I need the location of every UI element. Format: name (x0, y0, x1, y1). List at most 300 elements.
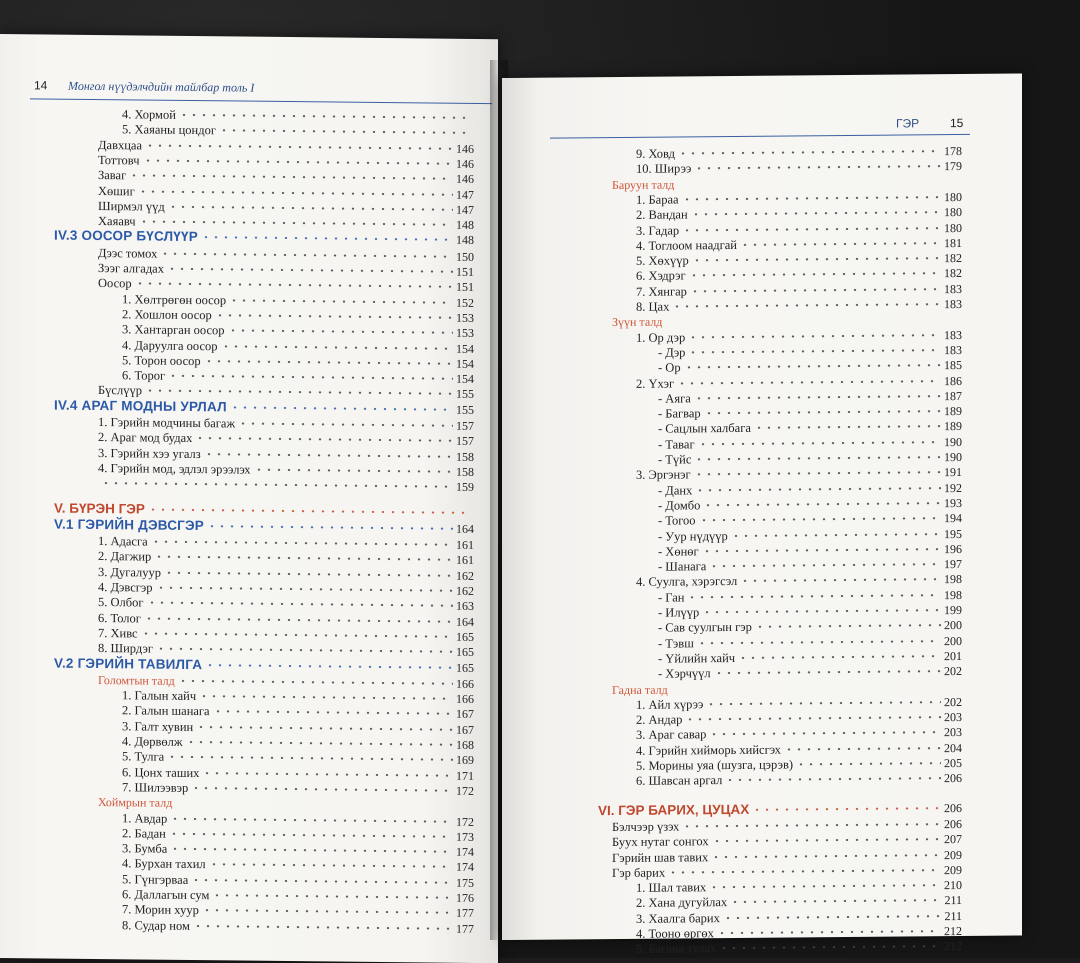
dot-leader (221, 345, 453, 349)
toc-entry-title: - Сав суулгын гэр (658, 620, 752, 635)
toc-entry-page: 158 (456, 464, 474, 479)
right-header-rule (550, 134, 970, 139)
toc-entry-page: 180 (944, 205, 962, 220)
toc-entry-page: 154 (456, 371, 474, 387)
dot-leader (215, 314, 453, 318)
toc-entry-page: 211 (944, 893, 962, 908)
toc-entry-title: 4. Тоглоом наадгай (636, 237, 737, 253)
dot-leader (169, 833, 453, 838)
dot-leader (143, 159, 453, 164)
dot-leader (148, 508, 471, 513)
dot-leader (230, 406, 453, 410)
toc-entry-title: - Багвар (658, 406, 701, 421)
toc-entry-page: 194 (944, 511, 962, 526)
toc-entry (658, 557, 962, 574)
toc-chapter-heading (598, 801, 962, 818)
toc-entry-page: 190 (944, 449, 962, 465)
dot-leader (725, 777, 941, 781)
toc-entry-page: 148 (456, 217, 474, 233)
dot-leader (719, 945, 941, 949)
left-page-number: 14 (34, 78, 48, 93)
toc-entry-title: 2. Андар (636, 712, 683, 727)
toc-entry-page: 183 (944, 342, 962, 358)
toc-entry-title: 3. Бумба (122, 841, 168, 856)
toc-entry-page: 154 (456, 356, 474, 371)
toc-entry-title: IV.4 АРАГ МОДНЫ УРЛАЛ (54, 397, 227, 415)
toc-entry-title: - Тогоо (658, 513, 696, 528)
toc-entry-page: 164 (456, 614, 474, 629)
toc-entry-title: Дээс томох (98, 245, 158, 261)
toc-entry-title: 7. Морин хуур (122, 902, 199, 918)
toc-entry-title: Хоймрын талд (98, 795, 173, 810)
toc-entry-title: 4. Бурхан тахил (122, 856, 206, 872)
toc-entry (636, 909, 962, 926)
toc-entry (612, 863, 962, 880)
toc-entry-title: 4. Тооно өргөх (636, 926, 714, 941)
dot-leader (731, 533, 941, 537)
toc-entry-title: 4. Суулга, хэрэгсэл (636, 574, 738, 590)
dot-leader (219, 130, 471, 135)
dot-leader (695, 487, 941, 491)
toc-entry (658, 404, 962, 421)
toc-entry-title: 5. Тулга (122, 749, 165, 765)
toc-entry-title: 4. Дөрвөлж (122, 734, 183, 749)
toc-entry-page: 182 (944, 251, 962, 266)
toc-entry-title: 2. Галын шанага (122, 703, 210, 719)
toc-entry-page: 212 (944, 939, 962, 954)
toc-entry-page: 186 (944, 373, 962, 388)
toc-entry (636, 190, 962, 207)
toc-entry-title: 5. Торон оосор (122, 353, 201, 368)
toc-entry-title: 6. Даллагын сум (122, 887, 210, 903)
toc-entry-title: - Түйс (658, 452, 692, 467)
toc-entry-page: 151 (456, 264, 474, 279)
toc-entry-title: 5. Багана тулах (636, 941, 717, 957)
toc-entry-page: 202 (944, 694, 962, 709)
toc-entry-page: 157 (456, 418, 474, 433)
toc-entry (612, 847, 962, 864)
dot-leader (712, 838, 941, 842)
toc-entry-title: Гэр барих (612, 865, 666, 880)
toc-entry-title: Гадна талд (612, 682, 668, 697)
toc-entry-page: 190 (944, 434, 962, 449)
toc-heading (54, 656, 474, 674)
toc-entry-page: 183 (944, 296, 962, 312)
toc-entry-title: 1. Айл хүрээ (636, 697, 704, 712)
toc-entry-page: 183 (944, 281, 962, 296)
toc-entry (658, 481, 962, 498)
toc-entry-page: 189 (944, 419, 962, 434)
toc-section-label (612, 679, 962, 696)
toc-entry (636, 741, 962, 758)
toc-entry-page: 150 (456, 249, 474, 264)
dot-leader (709, 732, 941, 736)
toc-entry (636, 710, 962, 727)
toc-entry (636, 282, 962, 299)
dot-leader (179, 114, 471, 119)
toc-entry-title: 5. Олбог (98, 595, 144, 610)
toc-entry-title: - Тэвш (658, 635, 694, 651)
toc-entry-title: 8. Цах (636, 299, 670, 314)
toc-entry-page: 155 (456, 402, 474, 417)
toc-entry-page: 161 (456, 553, 474, 568)
toc-entry-page: 199 (944, 602, 962, 618)
toc-entry-title: - Хэрчүүл (658, 666, 711, 681)
toc-entry (658, 588, 962, 605)
dot-leader (212, 894, 453, 899)
toc-entry-page: 146 (456, 156, 474, 171)
toc-entry-page: 201 (944, 648, 962, 664)
toc-entry (658, 450, 962, 467)
toc-entry-title: - Домбо (658, 498, 701, 513)
toc-entry-title: 6. Хэдрэг (636, 268, 686, 284)
toc-entry (658, 603, 962, 620)
dot-leader (195, 437, 453, 442)
dot-leader (740, 242, 941, 246)
toc-entry-page: 171 (456, 768, 474, 783)
toc-entry-title: 5. Морины уяа (шузга, цэрэв) (636, 757, 794, 773)
toc-entry-title: 2. Араг мод будах (98, 430, 193, 446)
toc-entry-page: 172 (456, 814, 474, 829)
toc-entry-title: VI. ГЭР БАРИХ, ЦУЦАХ (598, 801, 750, 818)
dot-leader (755, 624, 941, 628)
toc-entry-title: - Үйлийн хайч (658, 650, 736, 666)
toc-entry-title: 5. Хаяаны цондог (122, 122, 216, 138)
dot-leader (672, 303, 941, 307)
toc-entry-title: 1. Гэрийн модчины багаж (98, 415, 236, 431)
toc-entry-title: 2. Хошлон оосор (122, 307, 212, 323)
toc-entry-title: 8. Судар ном (122, 917, 190, 933)
dot-leader (170, 817, 453, 822)
toc-entry-title: 10. Ширээ (636, 161, 692, 177)
toc-entry-page: 195 (944, 526, 962, 541)
toc-entry-page: 203 (944, 710, 962, 725)
toc-entry-title: 4. Дэвсгэр (98, 580, 153, 595)
toc-entry-page: 174 (456, 844, 474, 860)
toc-entry-title: 3. Хантарган оосор (122, 322, 225, 338)
toc-entry (658, 634, 962, 651)
toc-entry-title: 6. Толог (98, 610, 141, 626)
toc-entry (636, 159, 962, 176)
dot-leader (156, 587, 453, 592)
toc-entry-page: 153 (456, 310, 474, 325)
toc-entry-title: Оосор (98, 276, 132, 291)
toc-entry-page: 212 (944, 923, 962, 939)
dot-leader (682, 823, 941, 827)
dot-leader (682, 227, 941, 231)
toc-entry-page: 182 (944, 266, 962, 281)
toc-entry-title: 6. Цонх таших (122, 764, 200, 780)
dot-leader (702, 548, 941, 552)
toc-entry (636, 924, 962, 941)
toc-entry-page: 204 (944, 740, 962, 755)
dot-leader (141, 632, 453, 637)
dot-leader (129, 175, 453, 180)
left-running-head (68, 79, 254, 96)
toc-entry (658, 343, 962, 360)
toc-entry-title: 1. Авдар (122, 810, 168, 826)
dot-leader (145, 144, 453, 149)
dot-leader (678, 150, 941, 154)
toc-entry-title: 9. Ховд (636, 146, 675, 161)
dot-leader (205, 664, 453, 669)
dot-leader (704, 410, 941, 414)
toc-entry (636, 771, 962, 788)
dot-leader (682, 196, 941, 200)
toc-entry-title: - Данх (658, 482, 693, 498)
toc-entry (636, 373, 962, 390)
toc-entry-page: 177 (456, 906, 474, 921)
toc-entry-title: 2. Хана дугуйлах (636, 895, 728, 911)
toc-entry-title: - Ган (658, 590, 685, 605)
toc-entry-title: 1. Хөлтрөгөн оосор (122, 291, 227, 307)
toc-entry-page: 165 (456, 629, 474, 644)
toc-entry-page: 165 (456, 644, 474, 660)
toc-entry (658, 664, 962, 681)
left-running-head-text: Монгол нүүдэлчдийн тайлбар толь I (68, 78, 255, 95)
toc-entry-title: Буух нутаг сонгох (612, 834, 709, 850)
toc-entry-title: Давхцаа (98, 137, 143, 153)
toc-entry-title: Баруун талд (612, 177, 675, 192)
toc-entry-title: 3. Араг савар (636, 727, 707, 743)
toc-entry-page: 206 (944, 800, 962, 815)
toc-entry-page: 207 (944, 832, 962, 847)
toc-entry-page: 148 (456, 233, 474, 248)
toc-entry-page: 167 (456, 722, 474, 737)
dot-leader (139, 221, 453, 226)
dot-leader (164, 571, 453, 576)
toc-entry-page: 206 (944, 816, 962, 832)
toc-entry-title: Зүүн талд (612, 314, 663, 330)
dot-leader (204, 453, 453, 458)
toc-entry-page: 146 (456, 171, 474, 187)
toc-entry-page: 166 (456, 676, 474, 691)
toc-entry-title: V.1 ГЭРИЙН ДЭВСГЭР (54, 516, 205, 533)
toc-entry-title: Заваг (98, 168, 127, 183)
dot-leader (147, 602, 453, 607)
toc-entry (658, 358, 962, 375)
toc-entry (636, 465, 962, 482)
toc-entry-page: 180 (944, 189, 962, 205)
toc-entry-title: IV.3 ООСОР БҮСЛҮҮР (54, 227, 198, 245)
dot-leader (191, 879, 453, 884)
toc-entry-page: 209 (944, 862, 962, 877)
dot-leader (684, 364, 941, 368)
toc-entry-title: V.2 ГЭРИЙН ТАВИЛГА (54, 655, 203, 672)
dot-leader (138, 190, 453, 195)
toc-entry-page: 147 (456, 202, 474, 217)
dot-leader (709, 884, 941, 888)
toc-entry-page: 206 (944, 771, 962, 786)
dot-leader (202, 909, 453, 914)
dot-leader (151, 541, 453, 546)
toc-entry (658, 618, 962, 635)
toc-entry (658, 649, 962, 666)
right-page (502, 73, 1022, 957)
toc-entry-title: 1. Бараа (636, 192, 679, 207)
toc-entry (636, 236, 962, 253)
dot-leader (204, 360, 453, 365)
toc-entry-page: 175 (456, 875, 474, 890)
dot-leader (714, 670, 941, 674)
toc-entry (658, 389, 962, 406)
dot-leader (160, 252, 453, 257)
right-page-number: 15 (950, 115, 964, 131)
toc-entry-page: 192 (944, 480, 962, 495)
toc-entry-title: 3. Дугалуур (98, 564, 162, 580)
toc-entry-title: 4. Хормой (122, 107, 176, 122)
toc-entry-page: 197 (944, 557, 962, 572)
dot-leader (694, 395, 941, 399)
dot-leader (196, 726, 453, 731)
toc-entry-page: 167 (456, 707, 474, 722)
toc-heading (54, 229, 474, 247)
dot-leader (135, 283, 453, 288)
dot-leader (717, 930, 941, 934)
dot-leader (694, 471, 941, 475)
dot-leader (698, 441, 941, 445)
dot-leader (668, 869, 941, 873)
dot-leader (254, 469, 453, 473)
toc-entry-title: - Сацлын халбага (658, 421, 751, 437)
toc-entry-title: 1. Шал тавих (636, 880, 707, 895)
toc-heading (54, 517, 474, 535)
toc-entry-title: 6. Торог (122, 368, 166, 383)
toc-entry (658, 435, 962, 452)
toc-entry-title: 1. Адасга (98, 534, 148, 549)
toc-entry-title: - Дэр (658, 345, 686, 360)
toc-entry-page: 177 (456, 921, 474, 936)
toc-entry-title: Тоттовч (98, 152, 140, 168)
dot-leader (699, 517, 941, 521)
toc-entry-page: 153 (456, 325, 474, 341)
toc-entry-title: 8. Ширдэг (98, 641, 154, 656)
toc-entry-title: 2. Үхэг (636, 375, 675, 391)
dot-leader (168, 375, 453, 380)
toc-entry-page: 174 (456, 860, 474, 875)
dot-leader (209, 864, 453, 869)
toc-entry-page: 178 (944, 143, 962, 159)
toc-entry (98, 476, 474, 494)
toc-entry (636, 205, 962, 222)
toc-entry-title: 1. Галын хайч (122, 688, 197, 704)
dot-leader (692, 257, 941, 261)
right-running-head: ГЭР (896, 116, 920, 131)
dot-leader (689, 273, 941, 277)
toc-entry-title: - Уур нүдүүр (658, 528, 728, 544)
dot-leader (694, 456, 941, 460)
left-header-rule (30, 98, 492, 104)
dot-leader (199, 695, 453, 700)
toc-entry (636, 328, 962, 345)
dot-leader (101, 482, 453, 488)
toc-entry-page: 210 (944, 878, 962, 893)
toc-entry-page: 200 (944, 633, 962, 648)
dot-leader (697, 640, 941, 644)
toc-entry (636, 572, 962, 589)
toc-entry (658, 496, 962, 513)
dot-leader (796, 762, 941, 765)
toc-entry-page: 165 (456, 660, 474, 675)
toc-entry-title: 3. Гэрийн хээ угалз (98, 445, 201, 461)
toc-entry-page: 164 (456, 521, 474, 536)
toc-entry (658, 419, 962, 436)
dot-leader (677, 380, 941, 384)
dot-leader (694, 165, 941, 169)
dot-leader (167, 268, 453, 273)
toc-entry-title: 5. Гүнгэрваа (122, 871, 189, 887)
toc-entry-title: Бүслүүр (98, 383, 142, 398)
toc-entry-page: 198 (944, 572, 962, 587)
dot-leader (167, 756, 453, 761)
toc-entry-title: - Шанага (658, 559, 707, 574)
toc-entry (636, 878, 962, 895)
toc-entry (658, 542, 962, 559)
dot-leader (738, 655, 941, 659)
toc-entry-title: - Илүүр (658, 605, 700, 620)
toc-entry-page: 151 (456, 280, 474, 295)
toc-entry (612, 817, 962, 834)
dot-leader (228, 330, 453, 334)
dot-leader (145, 390, 453, 395)
toc-entry-title: Голомтын талд (98, 672, 175, 688)
dot-leader (178, 680, 453, 685)
toc-entry-title: 2. Дагжир (98, 549, 152, 564)
toc-entry (636, 725, 962, 742)
dot-leader (207, 525, 453, 530)
toc-entry-page: 152 (456, 295, 474, 310)
toc-entry-page: 191 (944, 465, 962, 480)
toc-entry-page: 146 (456, 141, 474, 156)
dot-leader (709, 563, 941, 567)
toc-section-label (612, 175, 962, 192)
left-page (0, 34, 498, 963)
dot-leader (711, 854, 941, 858)
toc-entry-page: 173 (456, 829, 474, 844)
dot-leader (238, 422, 453, 426)
toc-entry (636, 266, 962, 283)
toc-entry-page: 202 (944, 664, 962, 679)
toc-entry-title: 3. Хаалга барих (636, 910, 720, 926)
dot-leader (703, 502, 941, 506)
dot-leader (723, 915, 942, 919)
toc-entry-page: 158 (456, 449, 474, 464)
dot-leader (170, 848, 453, 853)
toc-entry-title: V. БҮРЭН ГЭР (54, 500, 145, 517)
dot-leader (784, 747, 941, 750)
dot-leader (740, 579, 941, 583)
toc-entry-page: 181 (944, 235, 962, 250)
toc-entry-title: 2. Вандан (636, 207, 688, 223)
toc-entry-title: 4. Гэрийн хийморь хийсгэх (636, 742, 781, 758)
toc-entry-page: 185 (944, 358, 962, 373)
toc-entry-title: 6. Шавсан аргал (636, 773, 723, 789)
toc-entry-page: 183 (944, 327, 962, 342)
toc-entry-title: 7. Хивс (98, 625, 138, 641)
dot-leader (156, 648, 453, 653)
dot-leader (186, 741, 453, 746)
dot-leader (229, 299, 453, 303)
toc-entry (636, 220, 962, 237)
dot-leader (690, 288, 941, 292)
toc-entry-title: 7. Хянгар (636, 284, 687, 299)
toc-entry (612, 832, 962, 849)
toc-entry-title: 2. Бадан (122, 826, 166, 841)
dot-leader (687, 594, 941, 598)
toc-entry-title: 3. Гадар (636, 222, 680, 238)
toc-entry (658, 526, 962, 543)
toc-entry-page: 179 (944, 159, 962, 174)
